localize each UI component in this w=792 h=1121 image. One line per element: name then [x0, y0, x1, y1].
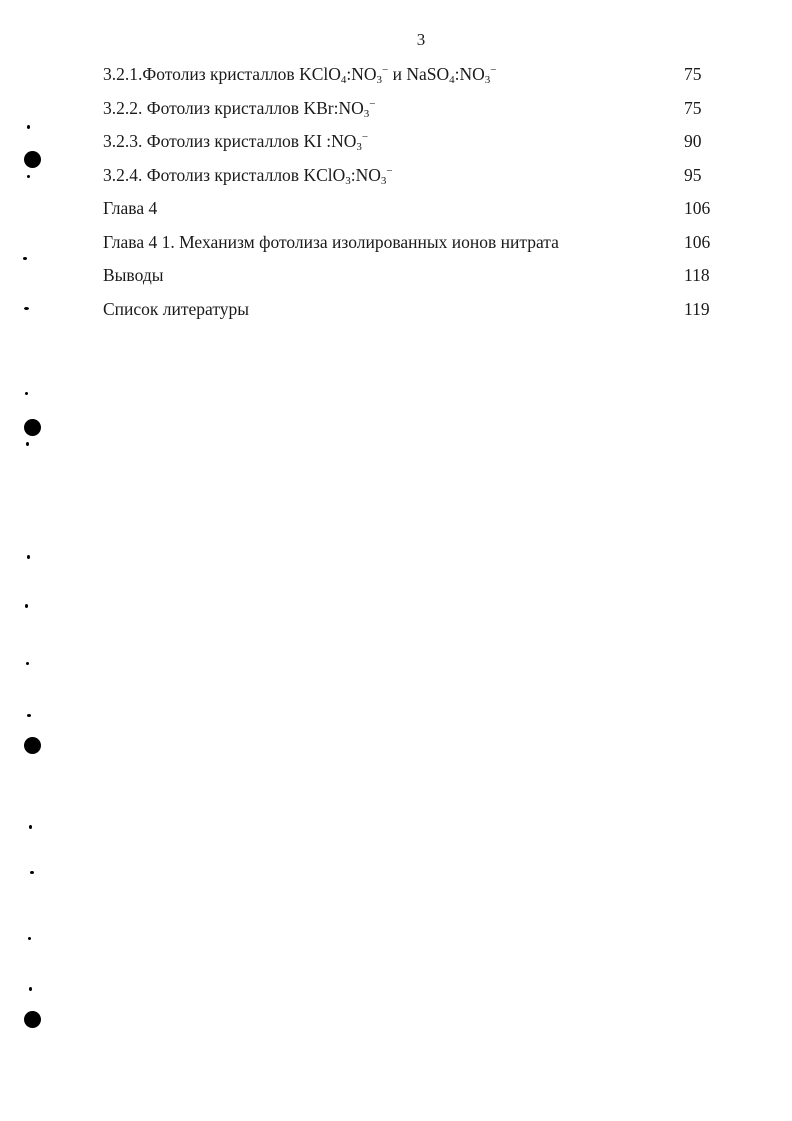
toc-title-subscript: 3 — [363, 107, 370, 120]
scan-speck — [27, 125, 30, 129]
toc-title-subscript: 3 — [380, 174, 387, 187]
toc-entry — [103, 293, 723, 327]
scan-speck — [29, 987, 32, 991]
toc-entry — [103, 192, 723, 226]
binder-hole-4 — [24, 1011, 41, 1028]
binder-hole-2 — [24, 419, 41, 436]
binder-hole-3 — [24, 737, 41, 754]
toc-entry — [103, 159, 723, 193]
toc-entry-page: 106 — [684, 231, 711, 252]
scan-speck — [25, 604, 28, 608]
toc-title-text: 3.2.1.Фотолиз кристаллов KClO — [103, 64, 341, 84]
toc-entry-title — [103, 192, 157, 226]
toc-entry-page: 90 — [684, 131, 702, 151]
scan-speck — [28, 937, 31, 940]
toc-entry-page: 75 — [684, 97, 702, 118]
toc-entry-page: 75 — [684, 64, 702, 84]
scan-speck — [27, 714, 31, 717]
toc-entry-page: 119 — [684, 298, 710, 319]
toc-title-superscript: − — [490, 64, 497, 76]
toc-title-text: Список литературы — [103, 298, 250, 319]
toc-title-text: Глава 4 — [103, 198, 158, 218]
toc-title-text: Глава 4 1. Механизм фотолиза изолированных ионов нитрата — [103, 231, 559, 252]
scan-speck — [26, 442, 29, 446]
toc-entry — [103, 92, 723, 126]
toc-entry-title — [103, 125, 368, 159]
toc-entry-title — [103, 159, 393, 193]
toc-entry-title — [103, 259, 163, 293]
scan-speck — [25, 392, 28, 395]
toc-title-text: :NO — [346, 64, 377, 84]
toc-entry — [103, 259, 723, 293]
binder-hole-1 — [24, 151, 41, 168]
toc-title-subscript: 3 — [376, 74, 383, 86]
scan-speck — [30, 871, 34, 874]
toc-entry — [103, 226, 723, 260]
scan-speck — [23, 257, 27, 260]
scan-speck — [27, 175, 30, 178]
scan-speck — [27, 555, 30, 559]
scan-speck — [26, 662, 29, 665]
toc-title-superscript: − — [361, 131, 369, 143]
page-number: 3 — [416, 30, 426, 49]
scan-speck — [24, 307, 29, 310]
toc-title-superscript: − — [369, 97, 376, 110]
toc-entry-title — [103, 293, 249, 327]
toc-title-text: и NaSO — [388, 64, 450, 84]
toc-entry-page: 118 — [684, 265, 710, 285]
table-of-contents — [103, 58, 723, 326]
toc-title-text: 3.2.3. Фотолиз кристаллов KI :NO — [103, 131, 357, 151]
toc-title-text: :NO — [350, 164, 381, 185]
scan-speck — [29, 825, 32, 829]
toc-title-superscript: − — [386, 164, 393, 177]
toc-entry-title — [103, 58, 497, 92]
toc-entry — [103, 58, 723, 92]
toc-title-subscript: 4 — [449, 74, 455, 86]
toc-entry-title — [103, 226, 559, 260]
toc-entry-page: 95 — [684, 164, 702, 185]
toc-title-text: :NO — [454, 64, 485, 84]
toc-title-text: 3.2.2. Фотолиз кристаллов KBr:NO — [103, 97, 364, 118]
toc-title-subscript: 3 — [356, 141, 362, 153]
toc-title-text: 3.2.4. Фотолиз кристаллов KClO — [103, 164, 346, 185]
toc-title-subscript: 3 — [345, 174, 351, 187]
toc-entry — [103, 125, 723, 159]
toc-title-subscript: 3 — [484, 74, 491, 86]
toc-title-subscript: 4 — [340, 74, 347, 86]
toc-entry-title — [103, 92, 375, 126]
toc-entry-page: 106 — [684, 198, 711, 218]
toc-title-superscript: − — [382, 64, 389, 76]
toc-title-text: Выводы — [103, 265, 164, 285]
